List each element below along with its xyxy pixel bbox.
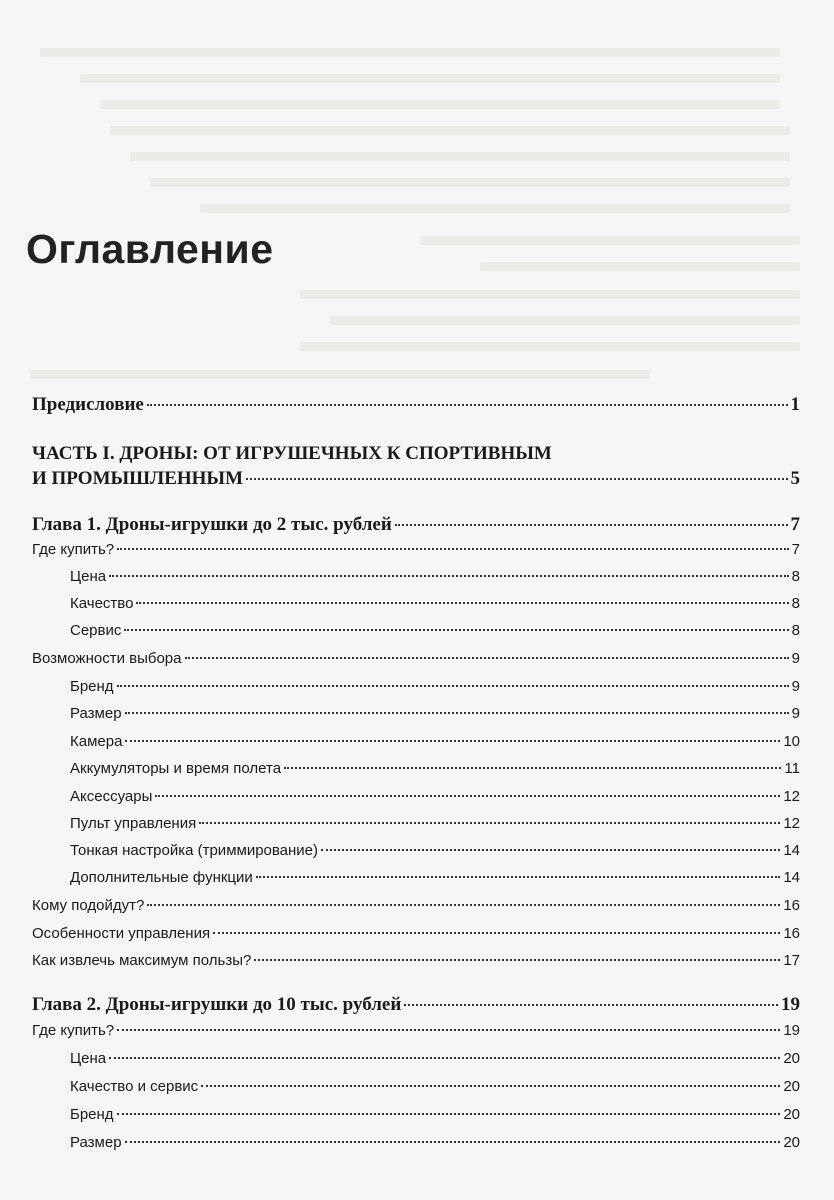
- dot-leader: [136, 602, 788, 604]
- dot-leader: [404, 1004, 778, 1006]
- toc-page-number: 8: [791, 568, 800, 585]
- toc-label: Возможности выбора: [32, 650, 182, 667]
- toc-page-number: 14: [783, 842, 800, 859]
- toc-label: Размер: [70, 705, 122, 722]
- toc-label: Аккумуляторы и время полета: [70, 760, 282, 777]
- dot-leader: [201, 1085, 780, 1087]
- toc-page-number: 11: [784, 760, 800, 777]
- toc-label: Глава 1. Дроны-игрушки до 2 тыс. рублей: [32, 514, 392, 535]
- toc-entry-subsection[interactable]: [70, 678, 800, 695]
- dot-leader: [125, 712, 789, 714]
- toc-entry-subsection[interactable]: [70, 595, 800, 612]
- toc-label: Бренд: [70, 678, 114, 695]
- toc-entry-subsection[interactable]: [70, 815, 800, 832]
- toc-entry-subsection[interactable]: [70, 1134, 800, 1151]
- toc-entry-section[interactable]: [32, 1022, 800, 1039]
- toc-entry-subsection[interactable]: [70, 1078, 800, 1095]
- toc-entry-preface[interactable]: [32, 394, 800, 416]
- toc-page-number: 19: [783, 1022, 800, 1039]
- toc-page-number: 19: [781, 994, 800, 1015]
- toc-label: Как извлечь максимум пользы?: [32, 952, 252, 969]
- toc-page-number: 7: [791, 541, 800, 558]
- toc-page-number: 16: [783, 925, 800, 942]
- toc-page-number: 20: [783, 1134, 800, 1151]
- dot-leader: [117, 685, 789, 687]
- dot-leader: [117, 1113, 781, 1115]
- toc-entry-section[interactable]: [32, 541, 800, 558]
- toc-label: Где купить?: [32, 1022, 115, 1039]
- toc-page-number: 20: [783, 1078, 800, 1095]
- toc-label: Глава 2. Дроны-игрушки до 10 тыс. рублей: [32, 994, 402, 1015]
- toc-entry-section[interactable]: [32, 650, 800, 667]
- toc-entry-subsection[interactable]: [70, 760, 800, 777]
- toc-page-number: 5: [790, 468, 800, 489]
- toc-page-number: 9: [791, 678, 800, 695]
- toc-entry-section[interactable]: [32, 952, 800, 969]
- toc-page-number: 8: [791, 622, 800, 639]
- dot-leader: [321, 849, 780, 851]
- toc-page-number: 9: [791, 705, 800, 722]
- dot-leader: [246, 478, 787, 480]
- toc-label: Дополнительные функции: [70, 869, 253, 886]
- dot-leader: [117, 1029, 780, 1031]
- toc-page-number: 16: [783, 897, 800, 914]
- toc-page-number: 12: [783, 788, 800, 805]
- toc-entry-chapter1[interactable]: [32, 514, 800, 536]
- toc-entry-subsection[interactable]: [70, 869, 800, 886]
- dot-leader: [284, 767, 781, 769]
- toc-label: Пульт управления: [70, 815, 197, 832]
- dot-leader: [117, 548, 789, 550]
- toc-entry-part1[interactable]: [32, 468, 800, 490]
- dot-leader: [124, 629, 788, 631]
- toc-entry-subsection[interactable]: [70, 788, 800, 805]
- toc-page-number: 1: [790, 394, 800, 415]
- dot-leader: [109, 1057, 780, 1059]
- toc-entry-subsection[interactable]: [70, 568, 800, 585]
- toc-page-number: 7: [790, 514, 800, 535]
- toc-entry-section[interactable]: [32, 925, 800, 942]
- toc-entry-subsection[interactable]: [70, 622, 800, 639]
- dot-leader: [213, 932, 780, 934]
- dot-leader: [395, 524, 788, 526]
- toc-label: Кому подойдут?: [32, 897, 145, 914]
- dot-leader: [254, 959, 780, 961]
- toc-label: Где купить?: [32, 541, 115, 558]
- toc-entry-subsection[interactable]: [70, 842, 800, 859]
- toc-entry-subsection[interactable]: [70, 1050, 800, 1067]
- dot-leader: [109, 575, 789, 577]
- toc-label: И ПРОМЫШЛЕННЫМ: [32, 468, 244, 489]
- page-title: Оглавление: [26, 226, 274, 272]
- dot-leader: [147, 404, 788, 406]
- toc-page-number: 17: [783, 952, 800, 969]
- toc-label: Качество: [70, 595, 134, 612]
- toc-page-number: 12: [783, 815, 800, 832]
- toc-label: Цена: [70, 568, 107, 585]
- toc-entry-chapter2[interactable]: [32, 994, 800, 1016]
- toc-page-number: 20: [783, 1050, 800, 1067]
- dot-leader: [185, 657, 789, 659]
- toc-part-heading[interactable]: ЧАСТЬ I. ДРОНЫ: ОТ ИГРУШЕЧНЫХ К СПОРТИВНЫМ: [32, 443, 552, 464]
- dot-leader: [125, 1141, 781, 1143]
- toc-label: Цена: [70, 1050, 107, 1067]
- dot-leader: [125, 740, 780, 742]
- toc-label: Тонкая настройка (триммирование): [70, 842, 319, 859]
- toc-label: Сервис: [70, 622, 122, 639]
- toc-label: Камера: [70, 733, 123, 750]
- toc-label: Аксессуары: [70, 788, 153, 805]
- toc-entry-subsection[interactable]: [70, 705, 800, 722]
- toc-page-number: 8: [791, 595, 800, 612]
- toc-entry-section[interactable]: [32, 897, 800, 914]
- toc-page-number: 14: [783, 869, 800, 886]
- toc-entry-subsection[interactable]: [70, 1106, 800, 1123]
- toc-page-number: 10: [783, 733, 800, 750]
- toc-label: Качество и сервис: [70, 1078, 199, 1095]
- toc-label: Бренд: [70, 1106, 114, 1123]
- toc-page-number: 20: [783, 1106, 800, 1123]
- dot-leader: [147, 904, 780, 906]
- toc-page-number: 9: [791, 650, 800, 667]
- toc-label: Предисловие: [32, 394, 144, 415]
- dot-leader: [155, 795, 780, 797]
- dot-leader: [256, 876, 781, 878]
- toc-entry-subsection[interactable]: [70, 733, 800, 750]
- toc-label: Особенности управления: [32, 925, 211, 942]
- dot-leader: [199, 822, 780, 824]
- toc-label: Размер: [70, 1134, 122, 1151]
